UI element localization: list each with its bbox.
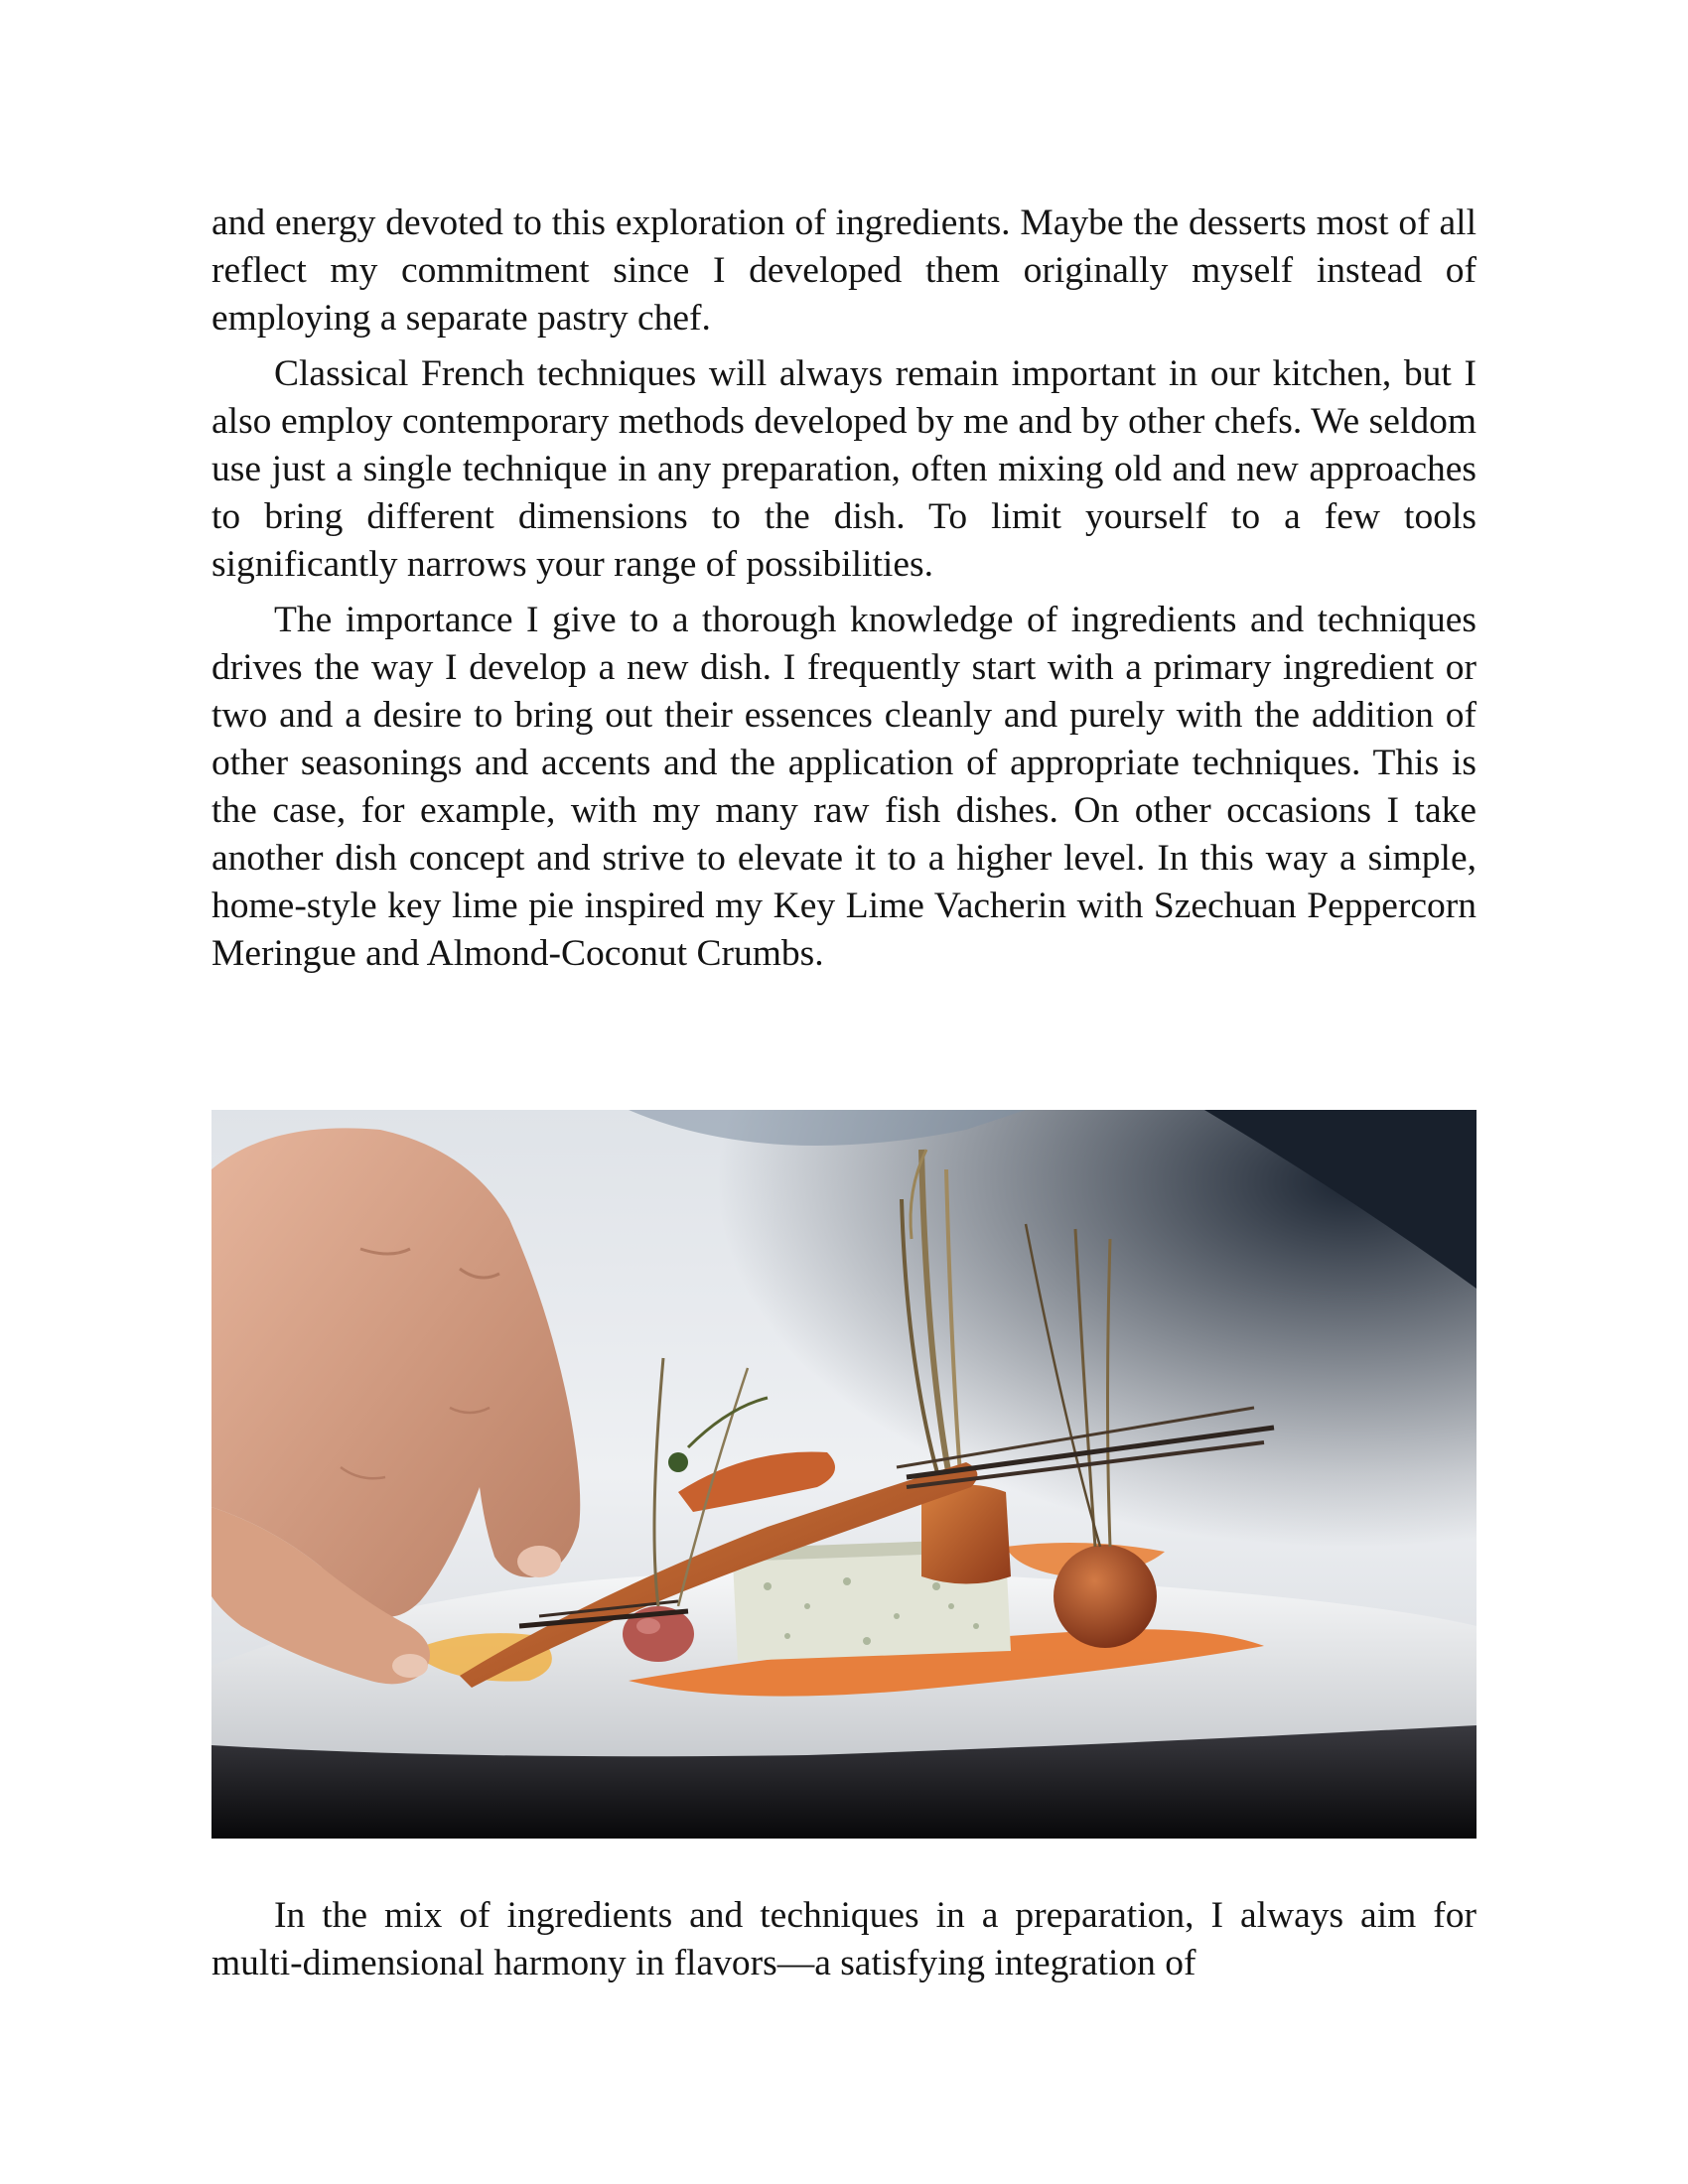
paragraph-harmony: In the mix of ingredients and techniques in a preparation, I always aim for multi-dimensional harmony in flavors—a satisfying integration of [211, 1895, 1477, 1983]
body-text-upper [211, 200, 1477, 986]
paragraph-ingredients-knowledge: The importance I give to a thorough knowledge of ingredients and techniques drives the way I develop a new dish. I frequently start with a primary ingredient or two and a desire to bring out their essences cleanly and purely with the addition of other seasonings and accents and the application of appropriate techniques. This is the case, for example, with my many raw fish dishes. On other occasions I take another dish concept and strive to elevate it to a higher level. In this way a simple, home-style key lime pie inspired my Key Lime Vacherin with Szechuan Peppercorn Meringue and Almond-Coconut Crumbs. [211, 600, 1477, 974]
plated-dish-photo [211, 1110, 1477, 1839]
paragraph-techniques: Classical French techniques will always remain important in our kitchen, but I also employ contemporary methods developed by me and by other chefs. We seldom use just a single technique in any preparation, often mixing old and new approaches to bring different dimensions to the dish. To limit yourself to a few tools significantly narrows your range of possibilities. [211, 353, 1477, 585]
body-text-lower [211, 1892, 1477, 1995]
plated-dish-illustration [211, 1110, 1477, 1839]
paragraph-continuation: and energy devoted to this exploration of ingredients. Maybe the desserts most of all reflect my commitment since I developed them originally myself instead of employing a separate pastry chef. [211, 203, 1477, 339]
